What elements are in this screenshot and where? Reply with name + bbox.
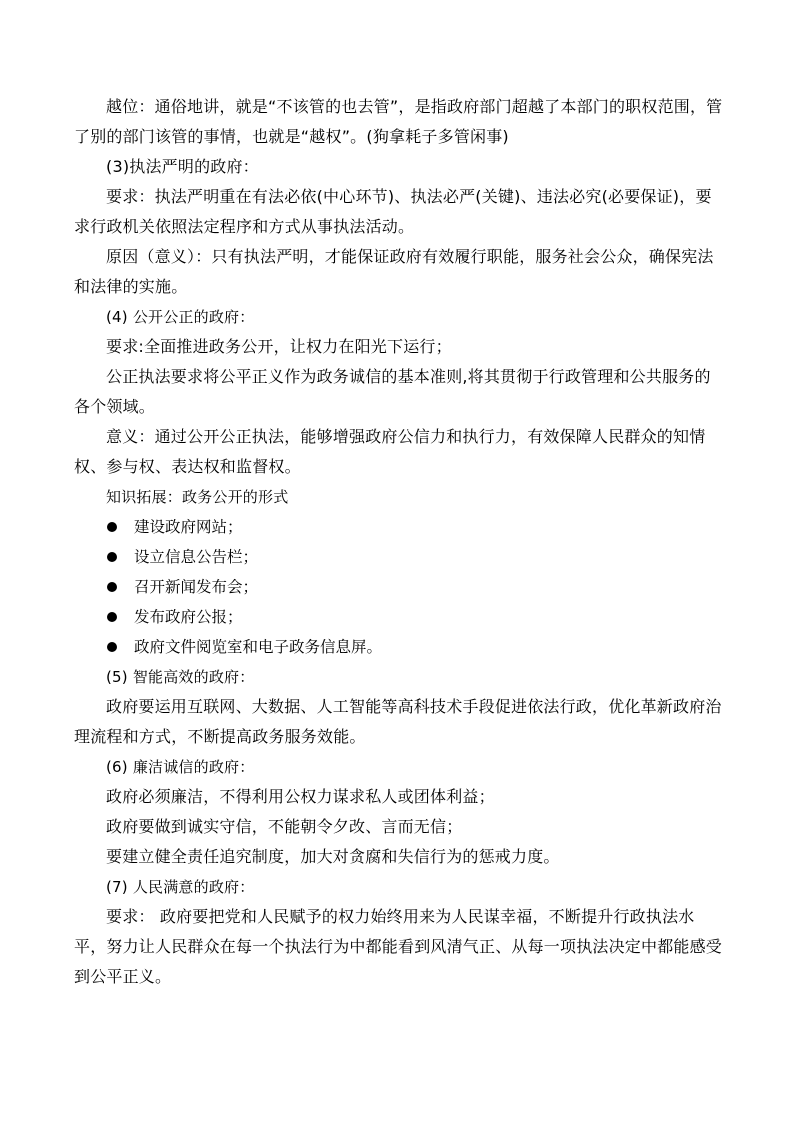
paragraph-zeren-zhuijiu: 要建立健全责任追究制度，加大对贪腐和失信行为的惩戒力度。 xyxy=(106,847,560,866)
heading-renmin-manyi: (7) 人民满意的政府： xyxy=(106,878,255,896)
paragraph-gongkai-yiyi: 意义：通过公开公正执法，能够增强政府公信力和执行力，有效保障人民群众的知情权、参与权、表达权和监督权。 xyxy=(74,427,706,476)
heading-gongkai-gongzheng: (4) 公开公正的政府： xyxy=(106,308,255,326)
bullet-list xyxy=(74,512,724,662)
bullet-icon xyxy=(107,612,117,622)
paragraph-chengshi-shouxin: 政府要做到诚实守信，不能朝令夕改、言而无信； xyxy=(106,817,463,836)
heading-zhineng-gaoxiao: (5) 智能高效的政府： xyxy=(106,668,255,686)
list-item: 发布政府公报； xyxy=(74,602,724,632)
paragraph-lianjie: 政府必须廉洁，不得利用公权力谋求私人或团体利益； xyxy=(106,787,495,806)
paragraph-zhineng-gaoxiao: 政府要运用互联网、大数据、人工智能等高科技术手段促进依法行政，优化革新政府治理流程和方式，不断提高政务服务效能。 xyxy=(74,697,722,746)
heading-zhifa-yanming: (3)执法严明的政府： xyxy=(106,157,259,176)
bullet-icon xyxy=(107,582,117,592)
bullet-icon xyxy=(107,522,117,532)
paragraph-renmin-manyi: 要求： 政府要把党和人民赋予的权力始终用来为人民谋幸福，不断提升行政执法水平，努力让人民群众在每一个执法行为中都能看到风清气正、从每一项执法决定中都能感受到公平正义。 xyxy=(74,907,723,986)
document-body xyxy=(74,92,724,992)
heading-zhishi-tuozhan: 知识拓展：政务公开的形式 xyxy=(106,488,289,506)
list-item: 召开新闻发布会； xyxy=(74,572,724,602)
paragraph-gongkai-yaoqiu: 要求:全面推进政务公开，让权力在阳光下运行； xyxy=(106,337,452,356)
paragraph-gongzheng-zhifa: 公正执法要求将公平正义作为政务诚信的基本准则,将其贯彻于行政管理和公共服务的各个领域。 xyxy=(74,367,711,416)
list-item: 设立信息公告栏； xyxy=(74,542,724,572)
list-item: 建设政府网站； xyxy=(74,512,724,542)
heading-lianjie-chengxin: (6) 廉洁诚信的政府： xyxy=(106,758,255,776)
paragraph-zhifa-yaoqiu: 要求：执法严明重在有法必依(中心环节)、执法必严(关键)、违法必究(必要保证)，要求行政机关依照法定程序和方式从事执法活动。 xyxy=(74,187,712,236)
paragraph-zhifa-yuanyin: 原因（意义）：只有执法严明，才能保证政府有效履行职能，服务社会公众，确保宪法和法律的实施。 xyxy=(74,247,714,296)
list-item: 政府文件阅览室和电子政务信息屏。 xyxy=(74,632,724,662)
bullet-icon xyxy=(107,642,117,652)
bullet-icon xyxy=(107,552,117,562)
paragraph-yuewei: 越位：通俗地讲，就是“不该管的也去管”，是指政府部门超越了本部门的职权范围，管了别的部门该管的事情，也就是“越权”。(狗拿耗子多管闲事) xyxy=(74,97,723,146)
